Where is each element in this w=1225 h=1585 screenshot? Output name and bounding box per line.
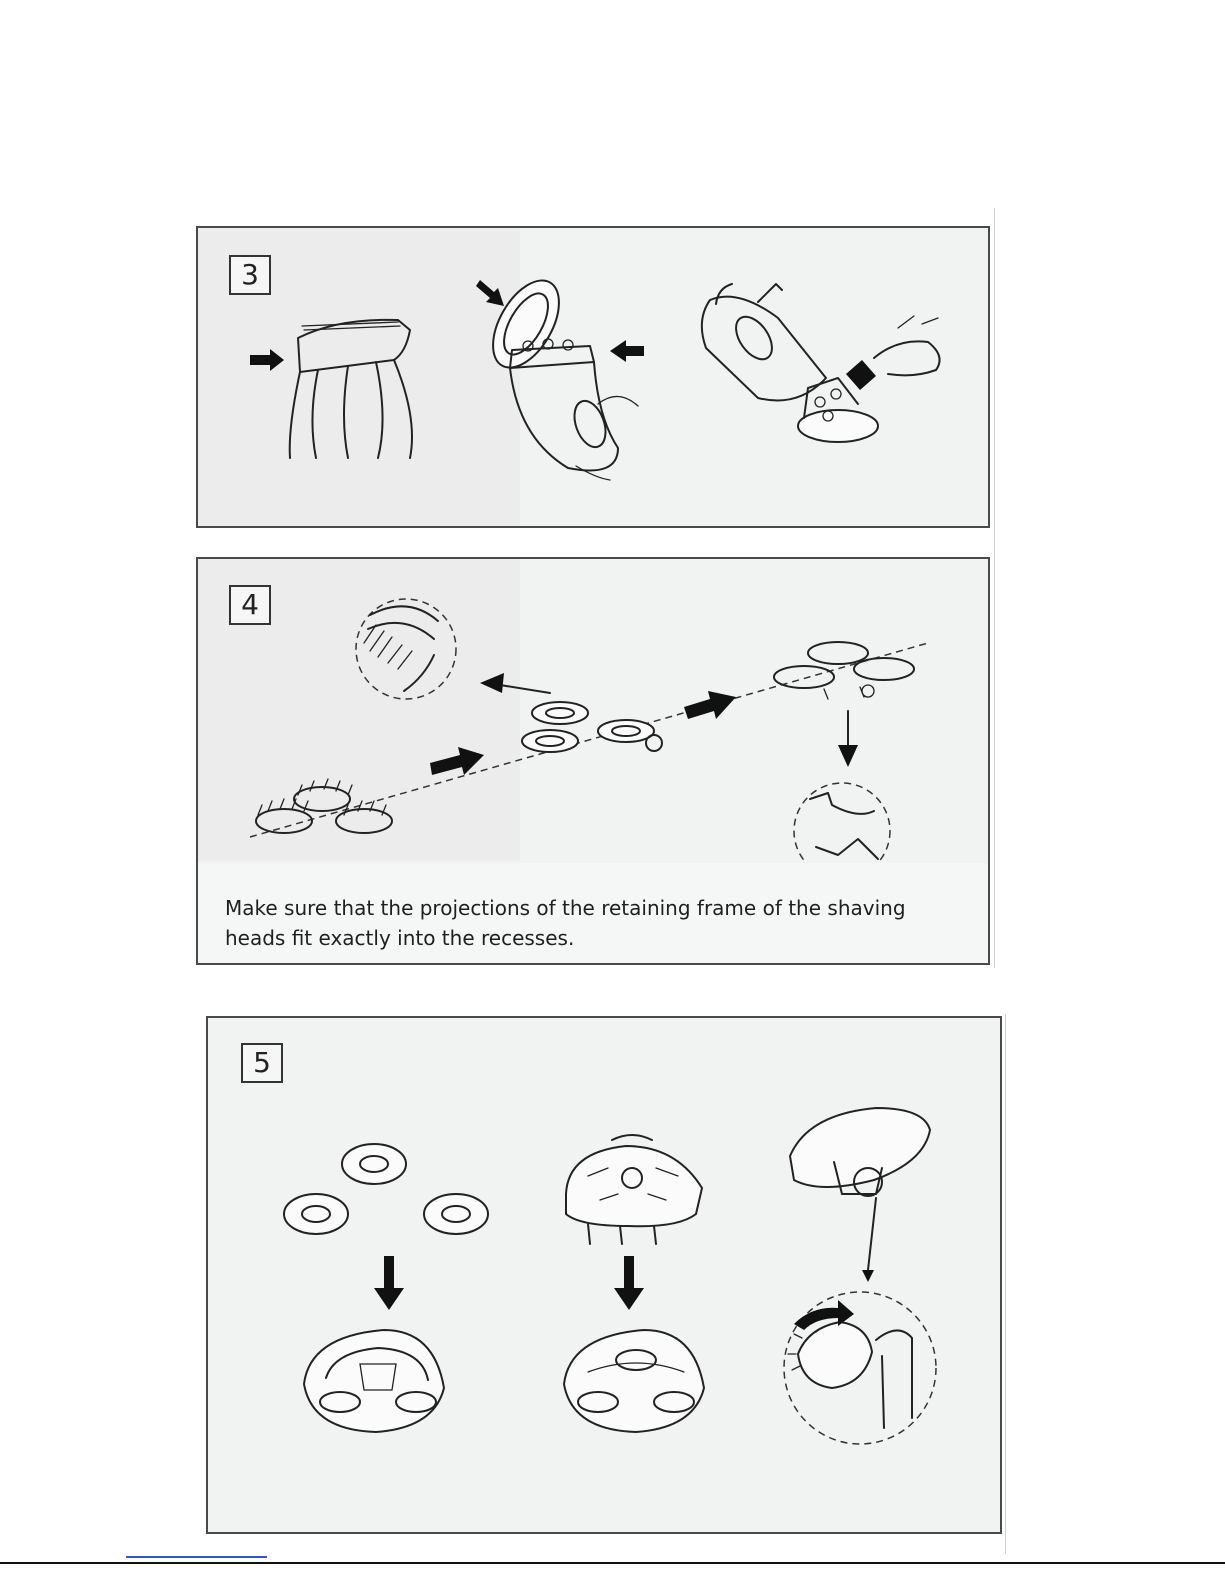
page-bottom-line xyxy=(0,1562,1225,1564)
brush-icon xyxy=(846,360,876,390)
assembly-arrow-icon xyxy=(430,747,484,775)
step-3-number: 3 xyxy=(229,255,271,295)
step-4-illustrations xyxy=(198,559,988,863)
footer-link-underline xyxy=(126,1556,267,1558)
assembly-axis-line xyxy=(250,643,928,837)
three-shaving-heads-illustration xyxy=(284,1144,488,1234)
step-5-number: 5 xyxy=(241,1043,283,1083)
step-4-number: 4 xyxy=(229,585,271,625)
detail-arrow-icon xyxy=(480,673,504,693)
cutter-blades-illustration xyxy=(256,779,392,833)
shaving-foils-illustration xyxy=(522,702,662,752)
detail-pointer-line xyxy=(500,685,550,693)
step-3-illustrations xyxy=(198,228,988,526)
foil-detail-zoom xyxy=(356,599,456,699)
page-edge-line xyxy=(1005,1014,1006,1554)
head-holder-illustration-right xyxy=(564,1330,704,1432)
push-arrow-icon xyxy=(610,340,644,362)
step-3-panel xyxy=(196,226,990,528)
frame-detail-zoom xyxy=(794,783,890,863)
head-holder-illustration-left xyxy=(304,1330,444,1432)
unlock-rotation-zoom xyxy=(784,1292,936,1444)
step-5-panel xyxy=(206,1016,1002,1534)
instruction-text: Make sure that the projections of the retaining frame of the shaving heads fit exactly into the recesses. xyxy=(225,896,906,950)
retaining-frame-illustration xyxy=(774,642,914,699)
step-5-illustrations xyxy=(208,1018,1000,1532)
push-arrow-icon xyxy=(250,349,284,371)
shaver-cleaning-brush-illustration xyxy=(702,284,940,442)
shaver-head-opening-illustration xyxy=(476,269,644,480)
shaver-release-button-illustration xyxy=(250,320,412,458)
page-edge-line xyxy=(994,208,995,968)
retaining-frame-top-illustration xyxy=(566,1135,702,1244)
pointer-arrow-icon xyxy=(862,1270,874,1282)
down-arrow-icon xyxy=(614,1256,644,1310)
down-arrow-icon xyxy=(838,745,858,767)
step-4-instruction xyxy=(198,863,988,963)
shaver-head-underside-illustration xyxy=(790,1108,930,1196)
open-arrow-icon xyxy=(476,280,504,306)
step-4-panel xyxy=(196,557,990,965)
down-arrow-icon xyxy=(374,1256,404,1310)
assembly-arrow-icon xyxy=(684,691,736,719)
